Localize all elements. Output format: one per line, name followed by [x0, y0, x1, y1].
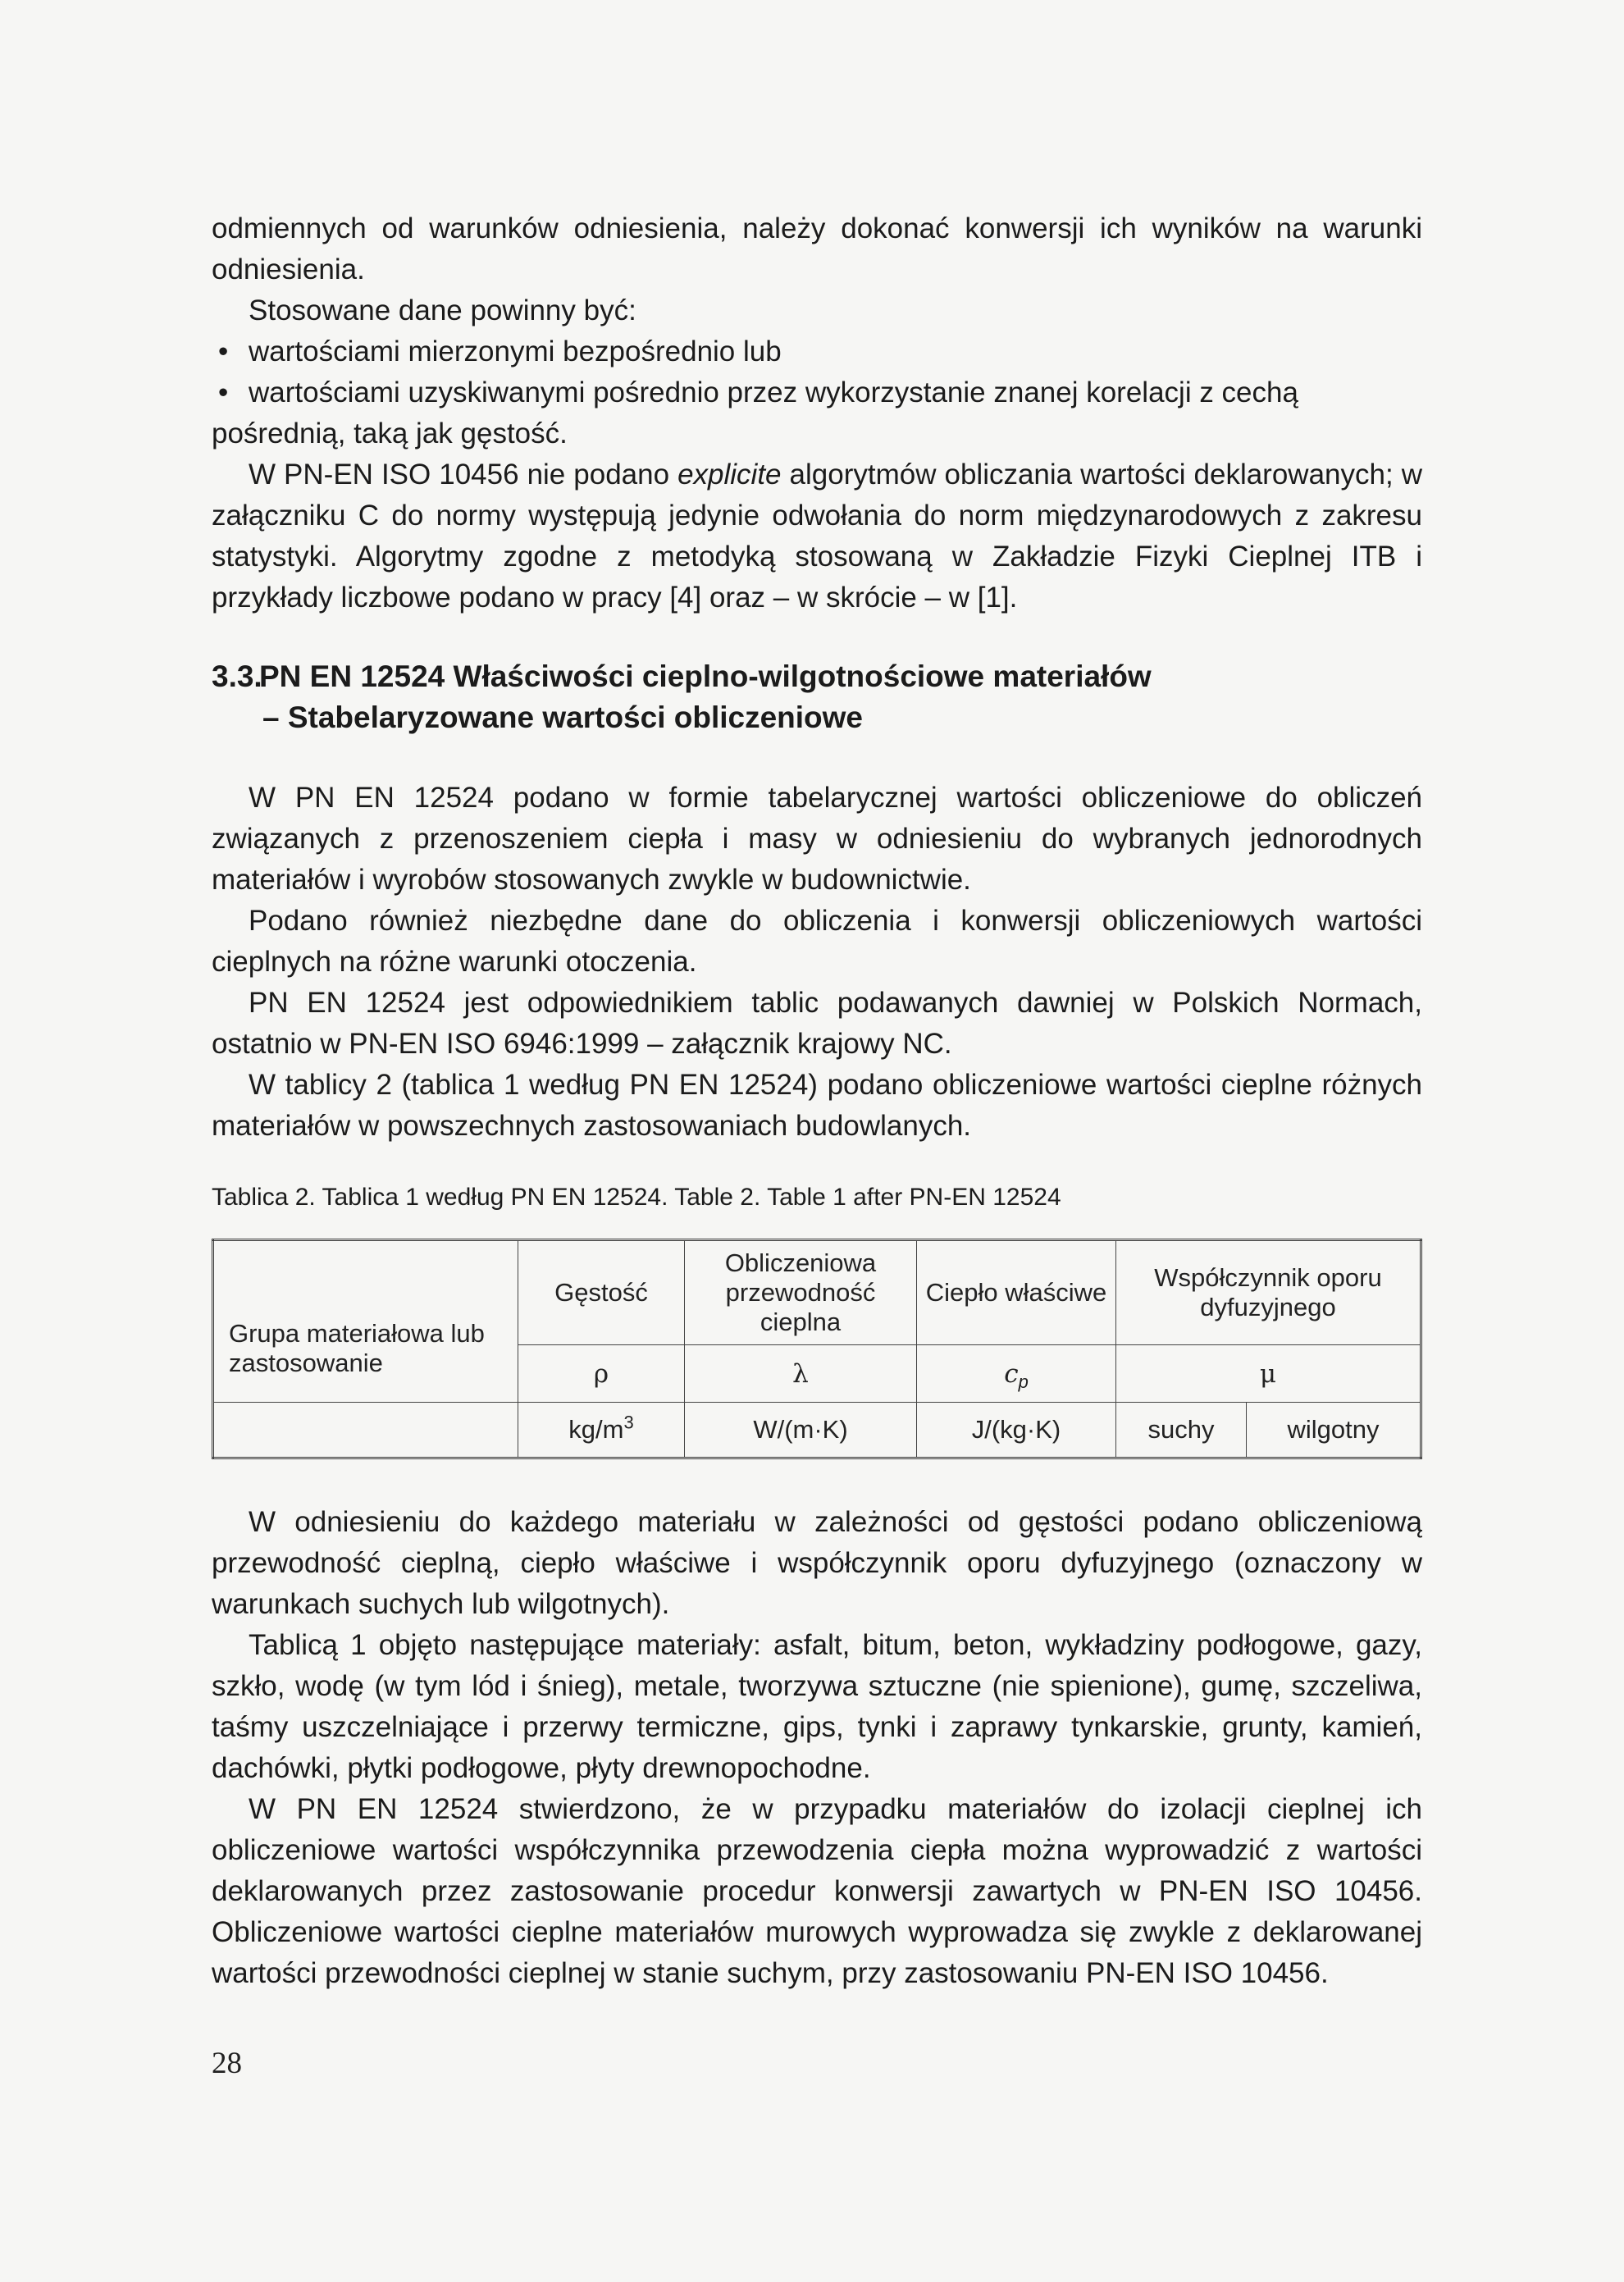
header-specific-heat: Ciepło właściwe: [917, 1240, 1116, 1345]
symbol-conductivity: λ: [685, 1345, 917, 1403]
intro-paragraph-3: [212, 454, 1422, 618]
header-conductivity: Obliczeniowa przewodność cieplna: [685, 1240, 917, 1345]
section-heading: [212, 656, 1422, 738]
body2-paragraph-2: Tablicą 1 objęto następujące materiały: asfalt, bitum, beton, wykładziny podłogowe, gazy, szkło, wodę (w tym lód i śnieg), metale, tworzywa sztuczne (nie spienione), gumę, szczeliwa, taśmy uszczelniające i przerwy termiczne, gips, tynki i zaprawy tynkarskie, grunty, kamień, dachówki, płytki podłogowe, płyty drewnopochodne.: [212, 1629, 1422, 1784]
properties-table: [212, 1239, 1422, 1459]
unit-density-base: kg/m: [568, 1415, 624, 1444]
symbol-p-subscript: p: [1018, 1371, 1029, 1392]
section-number: 3.3.: [212, 659, 262, 693]
unit-empty-cell: [213, 1403, 518, 1458]
body-after-table: [212, 1502, 1422, 1994]
intro-p3-after: algorytmów obliczania wartości deklarowanych; w załączniku C do normy występują jedynie odwołania do norm międzynarodowych z zakresu statystyki. Algorytmy zgodne z metodyką stosowaną w Zakładzie Fizyki Cieplnej ITB i przykłady liczbowe podano w pracy [4] oraz – w skrócie – w [1].: [212, 459, 1422, 614]
section-title-line-2: – Stabelaryzowane wartości obliczeniowe: [262, 701, 864, 734]
header-density: Gęstość: [518, 1240, 685, 1345]
table-unit-row: [213, 1403, 1421, 1458]
bullet-list: [212, 331, 1422, 454]
intro-paragraph-2: Stosowane dane powinny być:: [249, 294, 636, 326]
body-paragraph-3: PN EN 12524 jest odpowiednikiem tablic podawanych dawniej w Polskich Normach, ostatnio w PN-EN ISO 6946:1999 – załącznik krajowy NC.: [212, 987, 1422, 1060]
unit-wet: wilgotny: [1246, 1403, 1421, 1458]
symbol-diffusion: μ: [1116, 1345, 1421, 1403]
page-number: 28: [212, 2047, 242, 2080]
page-content: [212, 208, 1422, 1994]
unit-density: [518, 1403, 685, 1458]
unit-density-sup: 3: [623, 1412, 634, 1433]
unit-conductivity: W/(m·K): [685, 1403, 917, 1458]
body2-paragraph-1: W odniesieniu do każdego materiału w zależności od gęstości podano obliczeniową przewodność cieplną, ciepło właściwe i współczynnik oporu dyfuzyjnego (oznaczony w warunkach suchych lub wilgotnych).: [212, 1506, 1422, 1620]
intro-p3-before: W PN-EN ISO 10456 nie podano: [249, 459, 678, 491]
body-paragraph-1: W PN EN 12524 podano w formie tabelarycznej wartości obliczeniowe do obliczeń związanych z przenoszeniem ciepła i masy w odniesieniu do wybranych jednorodnych materiałów i wyrobów stosowanych zwykle w budownictwie.: [212, 782, 1422, 896]
intro-paragraph-1: odmiennych od warunków odniesienia, należy dokonać konwersji ich wyników na warunki odniesienia.: [212, 212, 1422, 285]
symbol-specific-heat: [917, 1345, 1116, 1403]
body2-paragraph-3: W PN EN 12524 stwierdzono, że w przypadku materiałów do izolacji cieplnej ich obliczeniowe wartości współczynnika przewodzenia ciepła można wyprowadzić z wartości deklarowanych przez zastosowanie procedur konwersji zawartych w PN-EN ISO 10456. Obliczeniowe wartości cieplne materiałów murowych wyprowadza się zwykle z deklarowanej wartości przewodności cieplnej w stanie suchym, przy zastosowaniu PN-EN ISO 10456.: [212, 1793, 1422, 1989]
unit-dry: suchy: [1116, 1403, 1247, 1458]
symbol-density: ρ: [518, 1345, 685, 1403]
bullet-item-1: • wartościami mierzonymi bezpośrednio lub: [212, 331, 1422, 372]
symbol-c: c: [1004, 1358, 1019, 1389]
group-header-cell: Grupa materiałowa lub zastosowanie: [213, 1240, 518, 1403]
body-paragraph-2: Podano również niezbędne dane do obliczenia i konwersji obliczeniowych wartości cieplnych na różne warunki otoczenia.: [212, 905, 1422, 978]
table-caption: Tablica 2. Tablica 1 według PN EN 12524. Table 2. Table 1 after PN-EN 12524: [212, 1184, 1061, 1211]
unit-specific-heat: J/(kg·K): [917, 1403, 1116, 1458]
header-diffusion: Współczynnik oporu dyfuzyjnego: [1116, 1240, 1421, 1345]
section-titles: [259, 656, 1422, 738]
bullet-item-2: • wartościami uzyskiwanymi pośrednio przez wykorzystanie znanej korelacji z cechą pośrednią, taką jak gęstość.: [212, 372, 1422, 454]
section-title-line-1: PN EN 12524 Właściwości cieplno-wilgotnościowe materiałów: [259, 659, 1152, 693]
table-header-row: [213, 1240, 1421, 1345]
intro-p3-italic: explicite: [677, 459, 782, 491]
body-paragraph-4: W tablicy 2 (tablica 1 według PN EN 12524) podano obliczeniowe wartości cieplne różnych materiałów w powszechnych zastosowaniach budowlanych.: [212, 1069, 1422, 1142]
